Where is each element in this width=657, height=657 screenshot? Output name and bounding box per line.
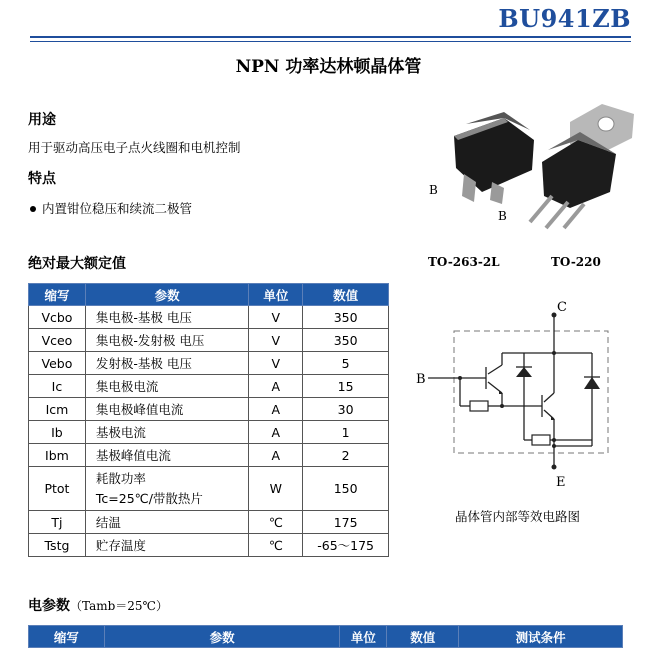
- circuit-pin-c: C: [557, 300, 567, 315]
- feature-item: 内置钳位稳压和续流二极管: [30, 199, 192, 217]
- ratings-table: [28, 283, 389, 557]
- table-row: Tj 结温 ℃ 175: [29, 511, 389, 534]
- header-rule-thin: [30, 41, 631, 42]
- document-title: NPN 功率达林顿晶体管: [235, 57, 422, 77]
- electrical-heading: 电参数（Tamb＝25℃）: [28, 598, 168, 614]
- part-number: BU941ZB: [498, 4, 631, 33]
- table-header-row: [29, 626, 623, 648]
- column-header: 参数: [104, 626, 340, 648]
- package-images: [420, 100, 650, 230]
- column-header: 单位: [340, 626, 387, 648]
- table-row: Icm 集电极峰值电流 A 30: [29, 398, 389, 421]
- column-header: 参数: [85, 284, 249, 306]
- ratings-heading: 绝对最大额定值: [28, 256, 126, 272]
- package-name-right: TO-220: [551, 255, 601, 269]
- table-header-row: [29, 284, 389, 306]
- table-row: Ptot 耗散功率 Tc=25℃/带散热片 W 150: [29, 467, 389, 511]
- column-header: 缩写: [29, 626, 105, 648]
- table-row: Ibm 基极峰值电流 A 2: [29, 444, 389, 467]
- bullet-icon: [30, 206, 36, 212]
- table-row: Vcbo 集电极-基极 电压 V 350: [29, 306, 389, 329]
- table-row: Ib 基极电流 A 1: [29, 421, 389, 444]
- applications-text: 用于驱动高压电子点火线圈和电机控制: [28, 140, 241, 155]
- circuit-caption: 晶体管内部等效电路图: [455, 509, 581, 524]
- package-pin-label: B: [498, 209, 507, 223]
- package-name-left: TO-263-2L: [428, 255, 500, 269]
- table-row: Ic 集电极电流 A 15: [29, 375, 389, 398]
- applications-heading: 用途: [28, 112, 56, 128]
- circuit-pin-e: E: [556, 475, 566, 490]
- header-rule: [30, 36, 631, 38]
- column-header: 测试条件: [459, 626, 623, 648]
- table-row: Vceo 集电极-发射极 电压 V 350: [29, 329, 389, 352]
- features-heading: 特点: [28, 171, 56, 187]
- electrical-table: [28, 625, 623, 648]
- circuit-pin-b: B: [416, 372, 426, 387]
- table-row: Tstg 贮存温度 ℃ -65～175: [29, 534, 389, 557]
- column-header: 单位: [249, 284, 303, 306]
- package-pin-label: B: [429, 183, 438, 197]
- column-header: 数值: [387, 626, 459, 648]
- equivalent-circuit-diagram: [410, 295, 630, 495]
- table-row: Vebo 发射极-基极 电压 V 5: [29, 352, 389, 375]
- to220-package-icon: [530, 104, 634, 228]
- column-header: 缩写: [29, 284, 86, 306]
- column-header: 数值: [303, 284, 389, 306]
- to263-package-icon: [454, 112, 534, 204]
